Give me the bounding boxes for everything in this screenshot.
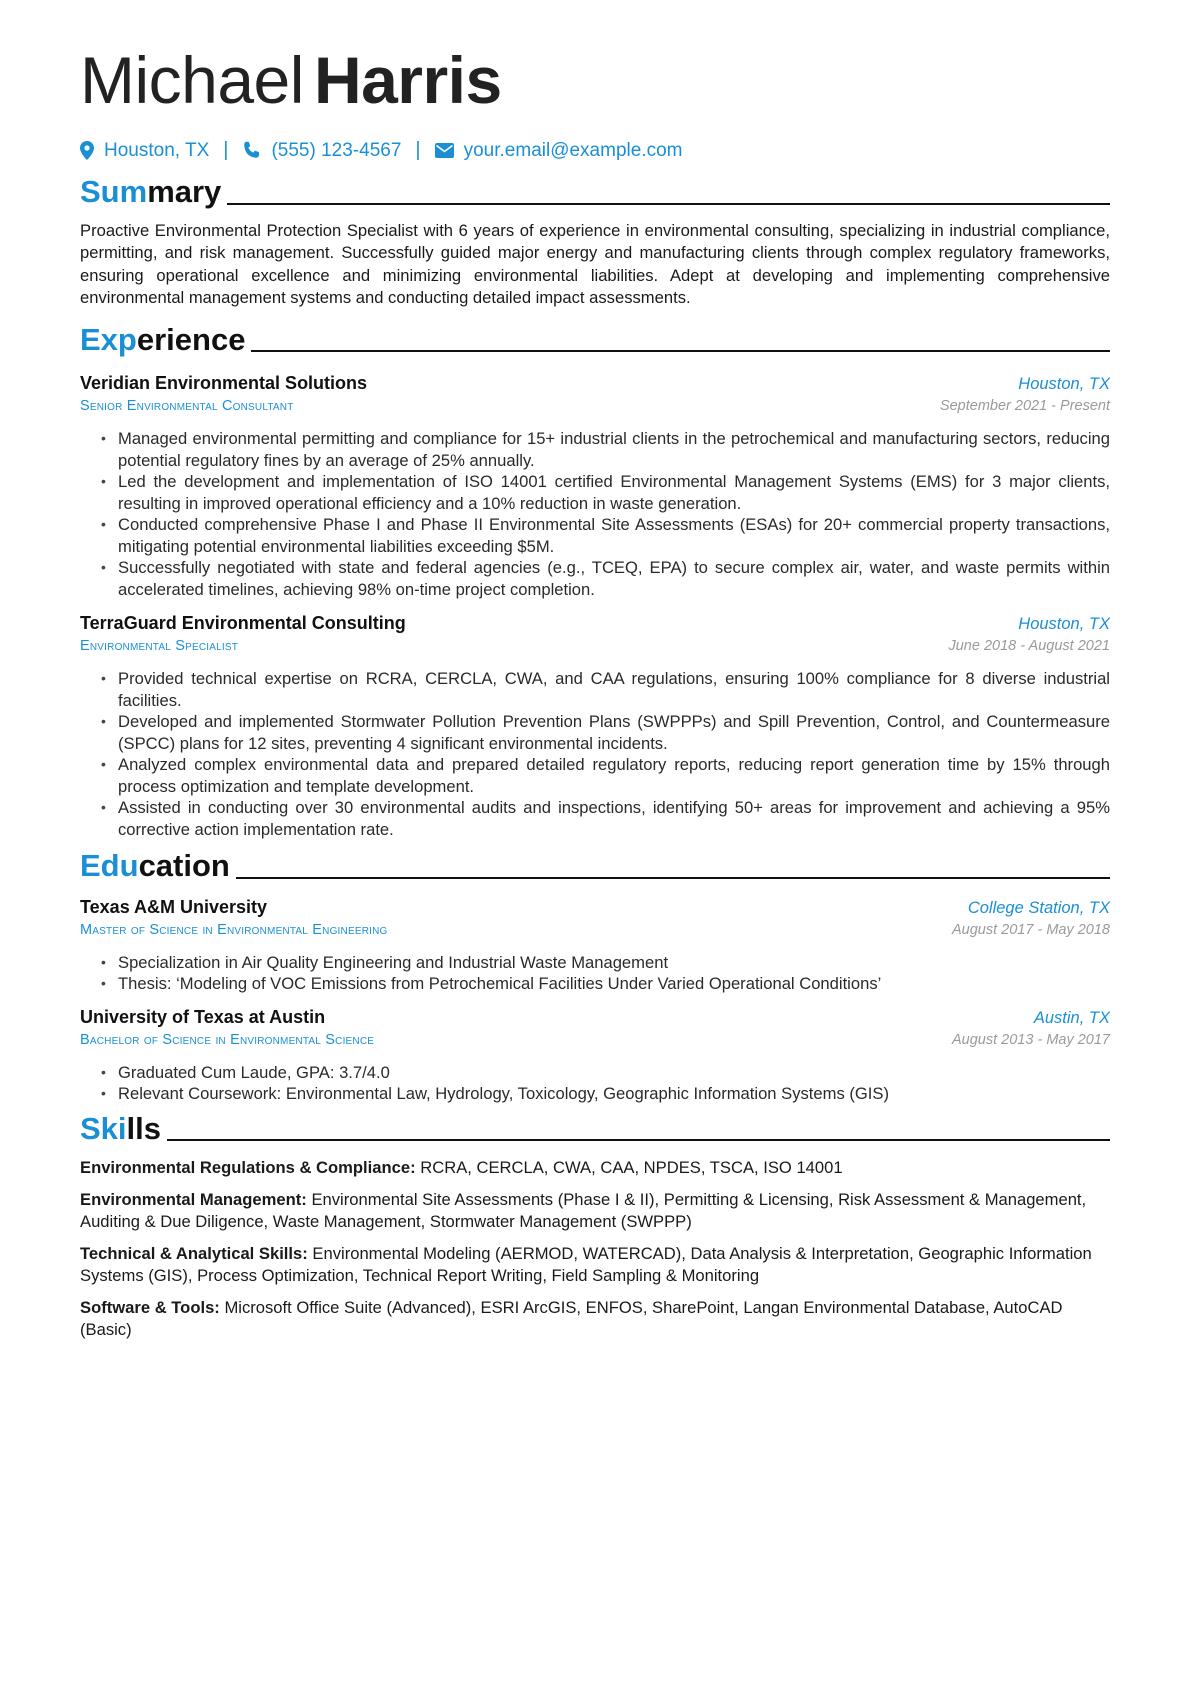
map-pin-icon xyxy=(80,141,104,160)
bullet-item: • Relevant Coursework: Environmental Law, Hydrology, Toxicology, Geographic Information Systems (GIS) xyxy=(118,1083,1110,1105)
school-entry xyxy=(80,1007,1110,1105)
job-bullets xyxy=(80,428,1110,600)
section-rule xyxy=(227,203,1110,205)
company-name: Veridian Environmental Solutions xyxy=(80,373,368,394)
school-bullets xyxy=(80,952,1110,995)
experience-heading xyxy=(80,321,1110,357)
bullet-item: • Thesis: ‘Modeling of VOC Emissions from Petrochemical Facilities Under Varied Operational Conditions’ xyxy=(118,973,1110,995)
skill-value: Microsoft Office Suite (Advanced), ESRI ArcGIS, ENFOS, SharePoint, Langan Environmental Database, AutoCAD (Basic) xyxy=(80,1297,1063,1340)
bullet-item: • Graduated Cum Laude, GPA: 3.7/4.0 xyxy=(118,1062,1110,1084)
section-title: Experience xyxy=(80,321,246,357)
candidate-name xyxy=(80,40,1110,117)
bullet-item: • Provided technical expertise on RCRA, CERCLA, CWA, and CAA regulations, ensuring 100% compliance for 8 diverse industrial facilities. xyxy=(118,668,1110,711)
bullet-item: • Led the development and implementation of ISO 14001 certified Environmental Management Systems (EMS) for 3 major clients, resulting in improved operational efficiency and a 10% reduction in waste generation. xyxy=(118,471,1110,514)
location-text: Houston, TX xyxy=(104,139,210,161)
company-name: TerraGuard Environmental Consulting xyxy=(80,613,406,634)
school-location: Austin, TX xyxy=(1033,1008,1110,1027)
bullet-item: • Assisted in conducting over 30 environmental audits and inspections, identifying 50+ areas for improvement and achieving a 95% corrective action implementation rate. xyxy=(118,797,1110,840)
phone-icon xyxy=(242,141,271,160)
school-location: College Station, TX xyxy=(967,898,1110,917)
job-dates: June 2018 - August 2021 xyxy=(948,638,1110,655)
contact-line xyxy=(80,139,1110,162)
job-title: Senior Environmental Consultant xyxy=(80,398,294,415)
job-entry xyxy=(80,373,1110,600)
contact-email[interactable] xyxy=(435,140,683,162)
school-dates: August 2017 - May 2018 xyxy=(952,921,1110,938)
degree: Master of Science in Environmental Engineering xyxy=(80,921,388,938)
bullet-item: • Successfully negotiated with state and federal agencies (e.g., TCEQ, EPA) to secure complex air, water, and waste permits within accelerated timelines, achieving 98% on-time project completion. xyxy=(118,557,1110,600)
last-name: Harris xyxy=(313,43,502,117)
summary-heading xyxy=(80,176,1110,209)
skill-value: Environmental Modeling (AERMOD, WATERCAD), Data Analysis & Interpretation, Geographic Information Systems (GIS), Process Optimization, Technical Report Writing, Field Sampling & Monitoring xyxy=(80,1243,1092,1286)
school-name: Texas A&M University xyxy=(80,896,268,917)
degree: Bachelor of Science in Environmental Science xyxy=(80,1031,375,1048)
section-title: Education xyxy=(80,848,230,884)
job-location: Houston, TX xyxy=(1018,615,1110,634)
bullet-item: • Specialization in Air Quality Engineering and Industrial Waste Management xyxy=(118,952,1110,974)
bullet-item: • Developed and implemented Stormwater Pollution Prevention Plans (SWPPPs) and Spill Prevention, Control, and Countermeasure (SPCC) plans for 12 sites, preventing 4 significant environmental incidents. xyxy=(118,711,1110,754)
section-rule xyxy=(236,877,1110,879)
contact-phone[interactable] xyxy=(242,140,401,162)
skill-value: Environmental Site Assessments (Phase I & II), Permitting & Licensing, Risk Assessment & Management, Auditing & Due Diligence, Waste Management, Stormwater Management (SWPPP) xyxy=(80,1189,1087,1232)
school-name: University of Texas at Austin xyxy=(80,1006,326,1027)
bullet-item: • Managed environmental permitting and compliance for 15+ industrial clients in the petrochemical and manufacturing sectors, reducing potential regulatory fines by an average of 25% annually. xyxy=(118,428,1110,471)
contact-location xyxy=(80,140,209,162)
education-heading xyxy=(80,850,1110,883)
skill-group xyxy=(80,1297,1110,1342)
envelope-icon xyxy=(435,143,464,158)
first-name: Michael xyxy=(80,43,304,117)
phone-text: (555) 123-4567 xyxy=(271,139,402,161)
school-dates: August 2013 - May 2017 xyxy=(952,1031,1110,1048)
summary-text: Proactive Environmental Protection Specialist with 6 years of experience in environmental consulting, specializing in industrial compliance, permitting, and risk management. Successfully guided major energy and manufacturing clients through complex regulatory frameworks, ensuring operational excellence and minimizing environmental liabilities. Adept at developing and implementing comprehensive environmental management systems and conducting detailed impact assessments. xyxy=(80,220,1110,308)
section-title: Skills xyxy=(80,1110,161,1146)
skill-group xyxy=(80,1157,1110,1180)
skill-label: Environmental Management: xyxy=(80,1189,307,1209)
skill-group xyxy=(80,1189,1110,1234)
job-title: Environmental Specialist xyxy=(80,638,239,655)
job-bullets xyxy=(80,668,1110,840)
job-location: Houston, TX xyxy=(1018,375,1110,394)
bullet-item: • Conducted comprehensive Phase I and Phase II Environmental Site Assessments (ESAs) for 20+ commercial property transactions, mitigating potential environmental liabilities exceeding $5M. xyxy=(118,514,1110,557)
bullet-item: • Analyzed complex environmental data and prepared detailed regulatory reports, reducing report generation time by 15% through process optimization and template development. xyxy=(118,754,1110,797)
skill-label: Technical & Analytical Skills: xyxy=(80,1243,308,1263)
contact-separator: | xyxy=(223,139,229,161)
contact-separator: | xyxy=(415,139,421,161)
email-text: your.email@example.com xyxy=(463,139,683,161)
skill-label: Software & Tools: xyxy=(80,1297,220,1317)
section-title: Summary xyxy=(80,174,222,209)
job-entry xyxy=(80,613,1110,840)
skill-value: RCRA, CERCLA, CWA, CAA, NPDES, TSCA, ISO 14001 xyxy=(420,1158,843,1178)
school-entry xyxy=(80,897,1110,995)
job-dates: September 2021 - Present xyxy=(939,398,1110,415)
skills-list xyxy=(80,1157,1110,1342)
section-rule xyxy=(251,350,1110,352)
section-rule xyxy=(167,1139,1110,1141)
skill-label: Environmental Regulations & Compliance: xyxy=(80,1158,416,1178)
school-bullets xyxy=(80,1062,1110,1105)
skills-heading xyxy=(80,1110,1110,1146)
skill-group xyxy=(80,1243,1110,1288)
